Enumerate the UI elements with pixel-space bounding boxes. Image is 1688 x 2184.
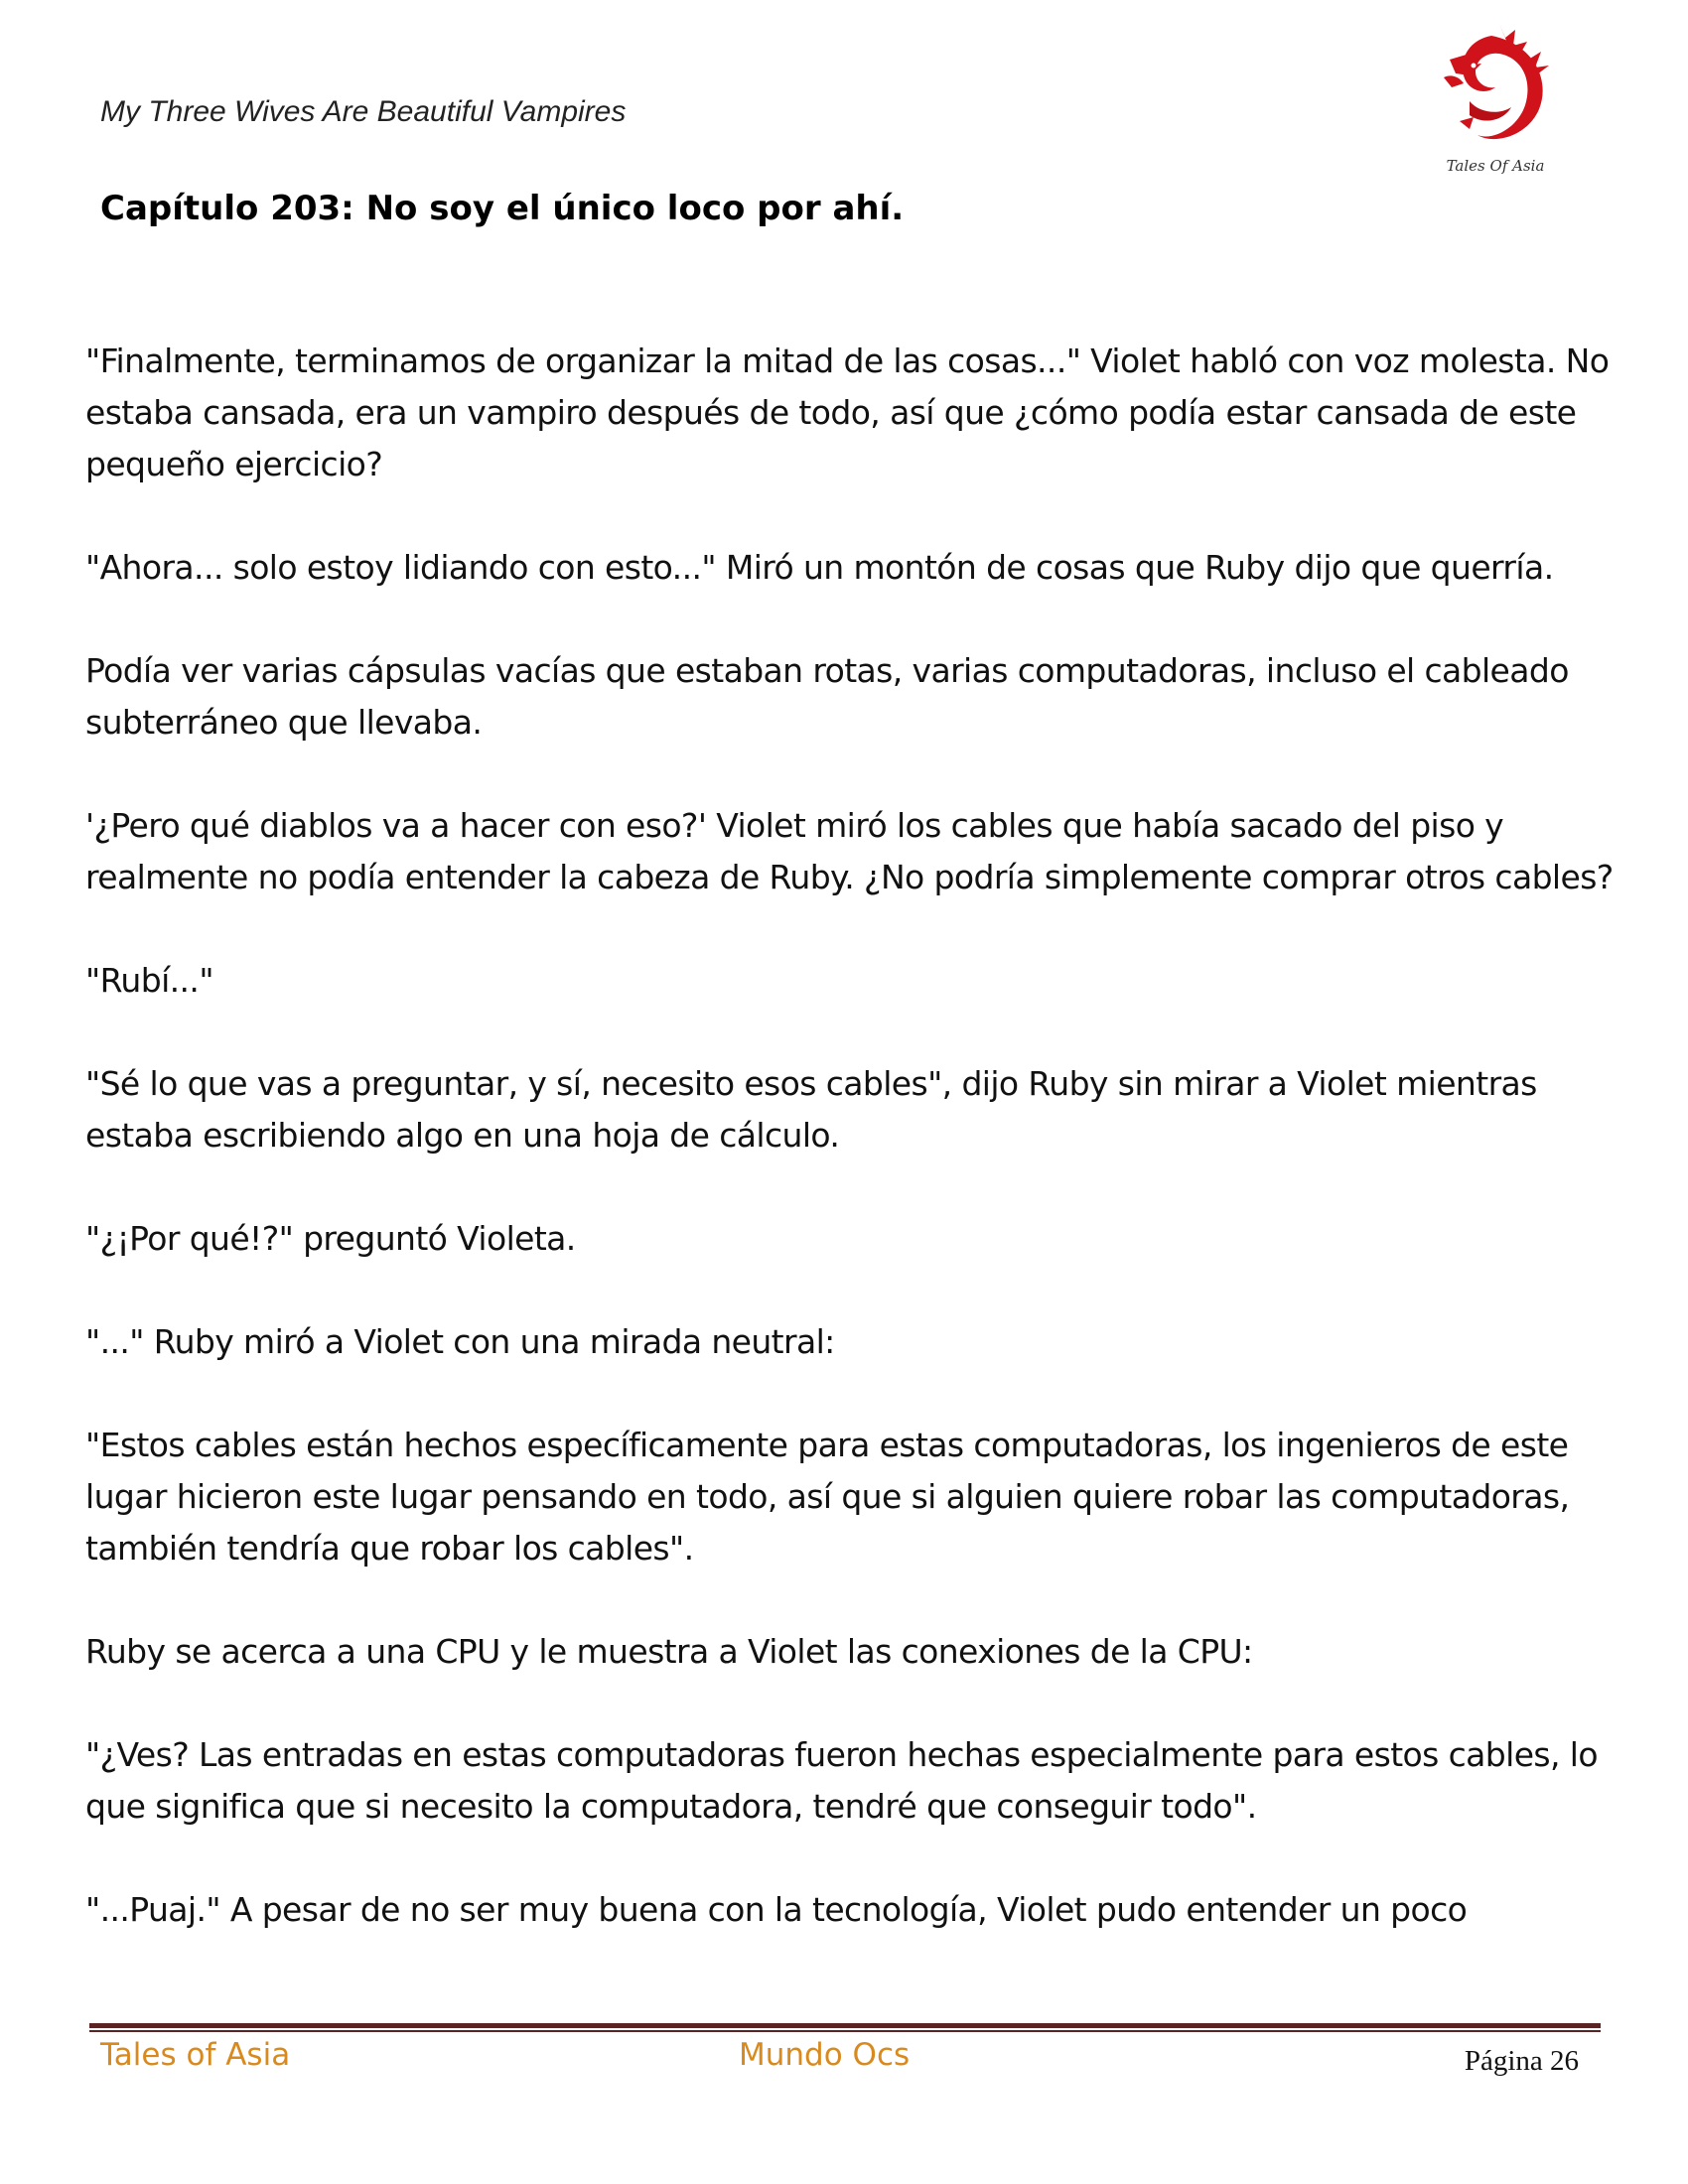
footer-section-name: Mundo Ocs	[739, 2037, 911, 2073]
paragraph: "¿Ves? Las entradas en estas computadoras fueron hechas especialmente para estos cables, lo que significa que si necesito la computadora, tendré que conseguir todo".	[85, 1735, 1598, 1826]
book-title: My Three Wives Are Beautiful Vampires	[100, 95, 627, 128]
paragraph: "Sé lo que vas a preguntar, y sí, necesito esos cables", dijo Ruby sin mirar a Violet mientras estaba escribiendo algo en una hoja de cálculo.	[85, 1064, 1537, 1155]
red-dragon-icon	[1430, 18, 1559, 182]
paragraph: "Finalmente, terminamos de organizar la mitad de las cosas..." Violet habló con voz molesta. No estaba cansada, era un vampiro después de todo, así que ¿cómo podía estar cansada de este pequeño ejercicio?	[85, 341, 1610, 483]
footer-divider	[89, 2023, 1601, 2032]
paragraph: Ruby se acerca a una CPU y le muestra a Violet las conexiones de la CPU:	[85, 1632, 1253, 1671]
paragraph: Podía ver varias cápsulas vacías que estaban rotas, varias computadoras, incluso el cableado subterráneo que llevaba.	[85, 651, 1569, 742]
paragraph: '¿Pero qué diablos va a hacer con eso?' Violet miró los cables que había sacado del piso y realmente no podía entender la cabeza de Ruby. ¿No podría simplemente comprar otros cables?	[85, 806, 1614, 896]
paragraph: "Estos cables están hechos específicamente para estas computadoras, los ingenieros de este lugar hicieron este lugar pensando en todo, así que si alguien quiere robar las computadoras, también tendría que robar los cables".	[85, 1426, 1570, 1568]
footer-site-name: Tales of Asia	[100, 2037, 291, 2073]
paragraph: "¿¡Por qué!?" preguntó Violeta.	[85, 1219, 576, 1258]
chapter-body	[85, 336, 1615, 2015]
paragraph: "..." Ruby miró a Violet con una mirada neutral:	[85, 1322, 835, 1361]
page-number: Página 26	[1464, 2045, 1579, 2077]
paragraph: "Ahora... solo estoy lidiando con esto..." Miró un montón de cosas que Ruby dijo que querría.	[85, 548, 1554, 587]
paragraph: "...Puaj." A pesar de no ser muy buena con la tecnología, Violet pudo entender un poco	[85, 1890, 1468, 1929]
paragraph: "Rubí..."	[85, 961, 213, 1000]
chapter-title: Capítulo 203: No soy el único loco por ahí.	[100, 189, 905, 228]
logo-text: Tales Of Asia	[1446, 157, 1545, 175]
tales-of-asia-logo	[1430, 18, 1559, 182]
